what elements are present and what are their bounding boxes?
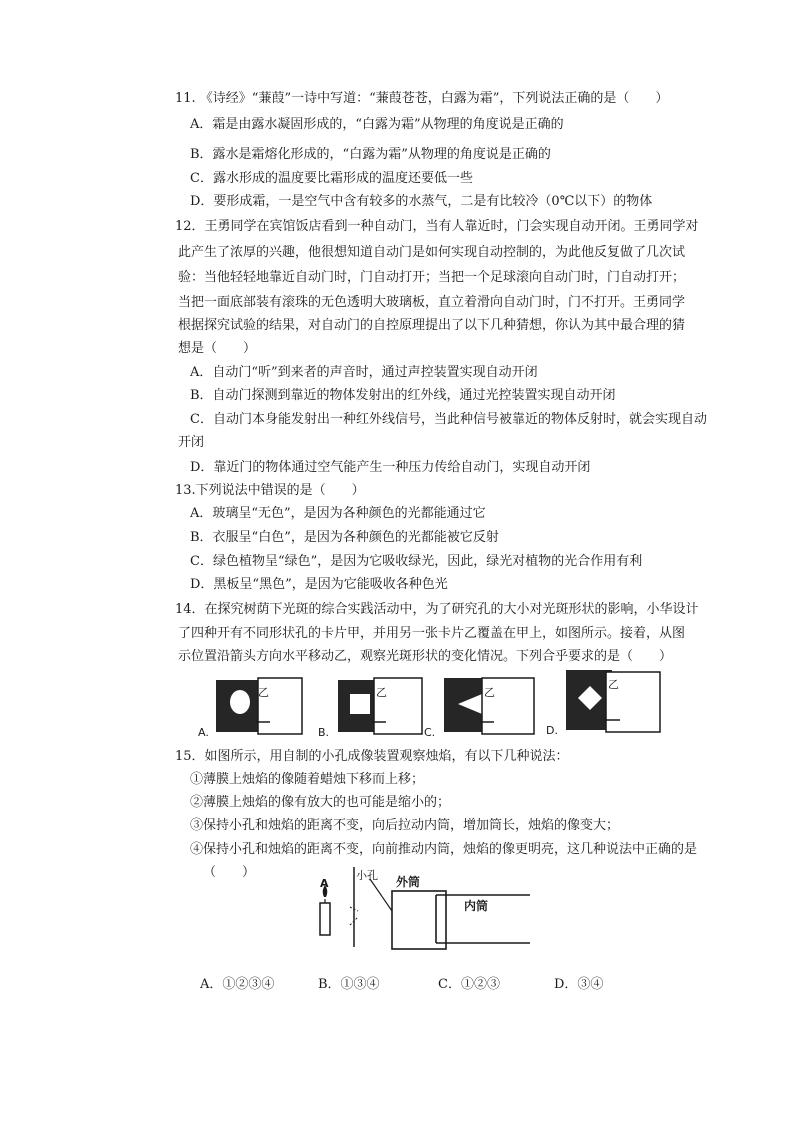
q14-figure-b	[318, 676, 428, 740]
q11-stem: 11. 《诗经》“蒹葭”一诗中写道：“蒹葭苍苍，白露为霜”，下列说法正确的是（ ）	[175, 91, 669, 106]
q14-stem-line-3: 示位置沿箭头方向水平移动乙，观察光斑形状的变化情况。下列合乎要求的是（ ）	[178, 649, 673, 664]
q12-stem-line-3: 验：当他轻轻地靠近自动门时，门自动打开；当把一个足球滚向自动门时，门自动打开；	[178, 270, 686, 285]
circle-hole	[230, 690, 250, 714]
q15-option-b: B．①③④	[318, 977, 380, 992]
q14-option-a-label: A.	[198, 726, 209, 739]
q14-option-d-label: D.	[546, 724, 558, 737]
q13-stem: 13.下列说法中错误的是（ ）	[175, 483, 365, 498]
card-yi-label-c: 乙	[484, 686, 495, 699]
q11-option-c: C．露水形成的温度要比霜形成的温度还要低一些	[190, 171, 473, 186]
q12-option-d: D．靠近门的物体通过空气能产生一种压力传给自动门，实现自动开闭	[190, 460, 591, 475]
candle-label: A	[320, 877, 329, 890]
q14-figure-d	[546, 668, 666, 740]
q14-stem-line-2: 了四种开有不同形状孔的卡片甲，并用另一张卡片乙覆盖在甲上，如图所示。接着，从图	[178, 626, 686, 641]
candle-body	[320, 903, 330, 935]
q14-option-b-label: B.	[318, 726, 330, 739]
outer-tube-label: 外筒	[396, 875, 421, 889]
q15-statement-4: ④保持小孔和烛焰的距离不变，向前推动内筒，烛焰的像更明亮，这几种说法中正确的是	[190, 842, 698, 857]
q15-option-a: A．①②③④	[200, 977, 275, 992]
q12-option-b: B．自动门探测到靠近的物体发射出的红外线，通过光控装置实现自动开闭	[190, 388, 616, 403]
q15-option-d: D．③④	[554, 977, 604, 992]
q14-option-c-label: C.	[424, 726, 436, 739]
q12-stem-line-4: 当把一面底部装有滚珠的无色透明大玻璃板，直立着滑向自动门时，门不打开。王勇同学	[178, 295, 686, 310]
q15-statement-2: ②薄膜上烛焰的像有放大的也可能是缩小的；	[190, 795, 451, 810]
card-yi-label-b: 乙	[376, 686, 387, 699]
q15-statement-3: ③保持小孔和烛焰的距离不变，向后拉动内筒，增加筒长，烛焰的像变大；	[190, 818, 620, 833]
q11-option-a: A．霜是由露水凝固形成的，“白露为霜”从物理的角度说是正确的	[190, 117, 564, 132]
q12-option-c: C．自动门本身能发射出一种红外线信号，当此种信号被靠近的物体反射时，就会实现自动	[190, 412, 707, 427]
q11-option-b: B．露水是霜熔化形成的，“白露为霜”从物理的角度说是正确的	[190, 147, 551, 162]
q15-stem: 15．如图所示，用自制的小孔成像装置观察烛焰，有以下几种说法：	[175, 749, 569, 764]
q13-option-d: D．黑板呈“黑色”，是因为它能吸收各种色光	[190, 577, 448, 592]
q12-option-c-cont: 开闭	[178, 435, 205, 450]
q12-option-a: A．自动门“听”到来者的声音时，通过声控装置实现自动开闭	[190, 365, 538, 380]
card-yi-label-a: 乙	[258, 686, 269, 699]
q14-figure-c	[424, 674, 540, 740]
card-yi-label-d: 乙	[608, 678, 619, 691]
q13-option-b: B．衣服呈“白色”，是因为各种颜色的光都能被它反射	[190, 530, 499, 545]
q12-stem-line-5: 根据探究试验的结果，对自动门的自控原理提出了以下几种猜想，你认为其中最合理的猜	[178, 318, 686, 333]
q13-option-c: C．绿色植物呈“绿色”，是因为它吸收绿光，因此，绿光对植物的光合作用有利	[190, 554, 643, 569]
q15-figure-pinhole-camera	[312, 865, 538, 951]
q14-figure-a	[198, 676, 306, 740]
q15-statement-1: ①薄膜上烛焰的像随着蜡烛下移而上移；	[190, 772, 425, 787]
q11-option-d: D．要形成霜，一是空气中含有较多的水蒸气，二是有比较冷（0℃以下）的物体	[190, 194, 653, 209]
q12-stem-line-2: 此产生了浓厚的兴趣，他很想知道自动门是如何实现自动控制的，为此他反复做了几次试	[178, 245, 686, 260]
q14-stem-line-1: 14．在探究树荫下光斑的综合实践活动中，为了研究孔的大小对光斑形状的影响，小华设计	[175, 602, 699, 617]
q13-option-a: A．玻璃呈“无色”，是因为各种颜色的光都能通过它	[190, 506, 486, 521]
pinhole-label: 小孔	[356, 869, 378, 882]
q12-stem-line-6: 想是（ ）	[178, 341, 257, 356]
inner-tube-label: 内筒	[464, 899, 489, 913]
q15-answer-bracket: （ ）	[203, 865, 256, 880]
q12-stem-line-1: 12．王勇同学在宾馆饭店看到一种自动门，当有人靠近时，门会实现自动开闭。王勇同学对	[175, 219, 699, 234]
square-hole	[350, 694, 370, 714]
q15-option-c: C．①②③	[438, 977, 500, 992]
outer-tube	[392, 891, 446, 949]
